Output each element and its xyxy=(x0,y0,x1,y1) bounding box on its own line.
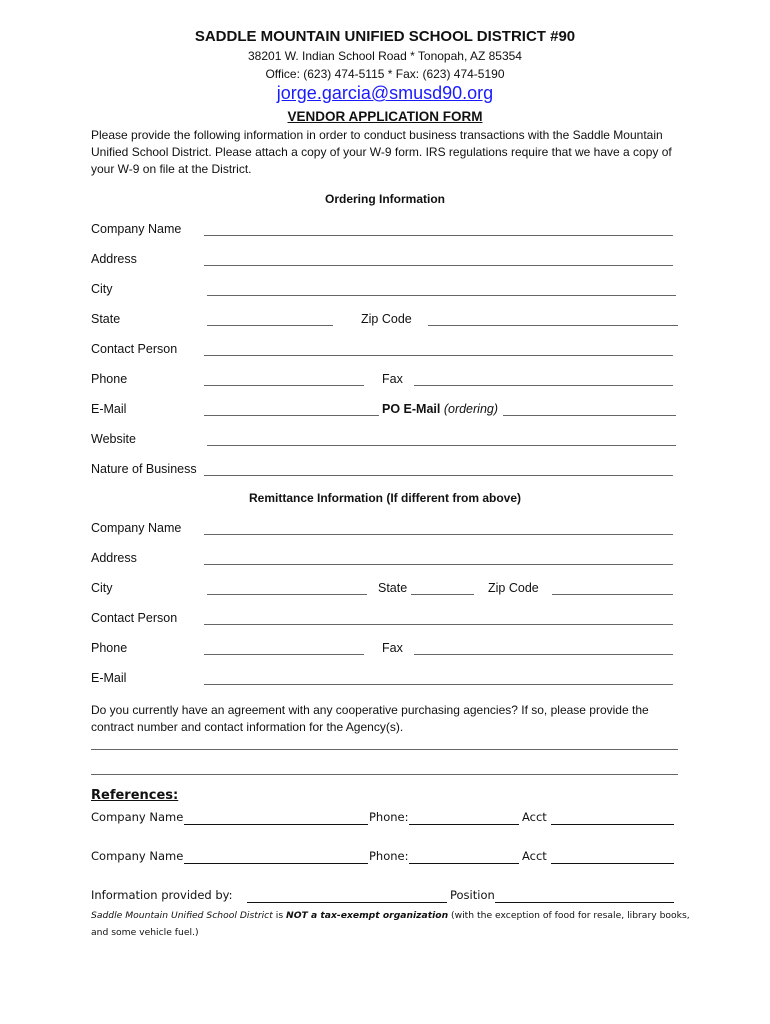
remit-state-field[interactable] xyxy=(411,594,474,595)
phone-field[interactable] xyxy=(204,385,364,386)
remit-city-label: City xyxy=(91,581,113,595)
district-address: 38201 W. Indian School Road * Tonopah, AZ 85354 xyxy=(248,49,522,63)
district-title: SADDLE MOUNTAIN UNIFIED SCHOOL DISTRICT #90 xyxy=(194,28,576,45)
fax-label: Fax xyxy=(382,372,403,386)
address-field[interactable] xyxy=(204,265,673,266)
email-field[interactable] xyxy=(204,415,379,416)
position-field[interactable] xyxy=(495,902,674,903)
remit-zip-code-field[interactable] xyxy=(552,594,673,595)
ref1-phone-field[interactable] xyxy=(409,824,519,825)
remittance-heading: Remittance Information (If different from above) xyxy=(248,491,522,505)
phone-label: Phone xyxy=(91,372,128,386)
remit-phone-field[interactable] xyxy=(204,654,364,655)
state-field[interactable] xyxy=(207,325,333,326)
ordering-heading: Ordering Information xyxy=(325,192,445,206)
intro-text: Please provide the following information in order to conduct business transactions with the Saddle Mountain Unified School District. Please attach a copy of your W-9 form. IRS regulations require that we have a copy of your W-9 on file at the District. xyxy=(91,128,672,176)
contact-email-link[interactable]: jorge.garcia@smusd90.org xyxy=(276,83,494,103)
note-district-name: Saddle Mountain Unified School District xyxy=(91,910,273,921)
ref1-acct-field[interactable] xyxy=(551,824,674,825)
remit-phone-label: Phone xyxy=(91,641,128,655)
city-field[interactable] xyxy=(207,295,676,296)
company-name-label: Company Name xyxy=(91,222,182,236)
cooperative-question: Do you currently have an agreement with any cooperative purchasing agencies? If so, please provide the contract number and contact information for the Agency(s). xyxy=(91,703,649,734)
provided-by-label: Information provided by: xyxy=(91,888,233,902)
ref2-phone-label: Phone: xyxy=(369,849,409,863)
tax-exempt-note xyxy=(91,907,691,941)
remit-city-field[interactable] xyxy=(207,594,367,595)
remit-address-field[interactable] xyxy=(204,564,673,565)
ref2-company-field[interactable] xyxy=(184,863,368,864)
company-name-field[interactable] xyxy=(204,235,673,236)
ref1-company-field[interactable] xyxy=(184,824,368,825)
remit-company-name-field[interactable] xyxy=(204,534,673,535)
form-title: VENDOR APPLICATION FORM xyxy=(287,109,483,124)
remit-contact-person-label: Contact Person xyxy=(91,611,178,625)
email-label: E-Mail xyxy=(91,402,127,416)
po-email-field[interactable] xyxy=(503,415,676,416)
ref2-acct-field[interactable] xyxy=(551,863,674,864)
fax-field[interactable] xyxy=(414,385,673,386)
remit-email-label: E-Mail xyxy=(91,671,127,685)
remit-email-field[interactable] xyxy=(204,684,673,685)
remit-company-name-label: Company Name xyxy=(91,521,182,535)
cooperative-answer-line-1[interactable] xyxy=(91,749,678,750)
district-phone-fax: Office: (623) 474-5115 * Fax: (623) 474-5190 xyxy=(265,67,505,81)
nature-of-business-label: Nature of Business xyxy=(91,462,197,476)
contact-person-field[interactable] xyxy=(204,355,673,356)
provided-by-field[interactable] xyxy=(247,902,447,903)
remit-fax-field[interactable] xyxy=(414,654,673,655)
ref2-acct-label: Acct xyxy=(522,849,547,863)
remit-address-label: Address xyxy=(91,551,137,565)
website-field[interactable] xyxy=(207,445,676,446)
references-heading: References: xyxy=(91,788,179,803)
note-not-exempt: NOT a tax-exempt organization xyxy=(286,910,449,921)
remit-fax-label: Fax xyxy=(382,641,403,655)
state-label: State xyxy=(91,312,121,326)
city-label: City xyxy=(91,282,113,296)
zip-code-field[interactable] xyxy=(428,325,678,326)
ref2-company-label: Company Name xyxy=(91,849,184,863)
nature-of-business-field[interactable] xyxy=(204,475,673,476)
contact-person-label: Contact Person xyxy=(91,342,178,356)
position-label: Position xyxy=(450,888,495,902)
address-label: Address xyxy=(91,252,137,266)
remit-state-label: State xyxy=(378,581,408,595)
zip-code-label: Zip Code xyxy=(361,312,412,326)
remit-zip-code-label: Zip Code xyxy=(488,581,539,595)
cooperative-answer-line-2[interactable] xyxy=(91,774,678,775)
website-label: Website xyxy=(91,432,136,446)
po-email-note: (ordering) xyxy=(443,402,499,416)
ref2-phone-field[interactable] xyxy=(409,863,519,864)
ref1-company-label: Company Name xyxy=(91,810,184,824)
ref1-acct-label: Acct xyxy=(522,810,547,824)
po-email-bold: PO E-Mail xyxy=(382,402,441,416)
remit-contact-person-field[interactable] xyxy=(204,624,673,625)
note-is: is xyxy=(272,910,287,921)
po-email-label xyxy=(382,402,498,416)
ref1-phone-label: Phone: xyxy=(369,810,409,824)
note-rest: (with the exception of food for resale, library books, and some vehicle fuel.) xyxy=(91,910,690,938)
